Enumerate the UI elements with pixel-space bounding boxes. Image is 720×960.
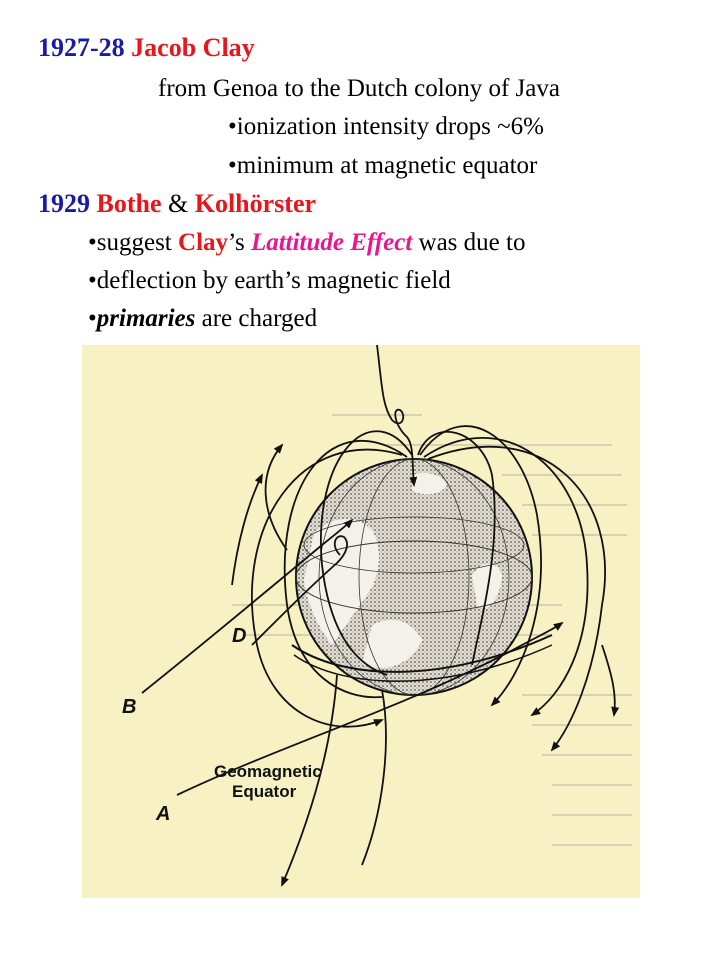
voyage-text: from Genoa to the Dutch colony of Java <box>158 75 560 102</box>
label-a: A <box>156 803 171 825</box>
earth-globe <box>296 459 532 695</box>
bullet-ionization: •ionization intensity drops ~6% <box>228 113 544 140</box>
latitude-effect: Lattitude Effect <box>250 229 413 256</box>
year-1929: 1929 <box>38 189 90 218</box>
label-b: B <box>122 696 137 718</box>
clay-apostrophe: ’s <box>228 229 251 256</box>
bullet-deflection: •deflection by earth’s magnetic field <box>88 267 451 294</box>
equator-label-line1: Geomagnetic <box>214 762 322 781</box>
primaries-post: are charged <box>195 305 318 332</box>
name-kolhorster: Kolhörster <box>194 189 317 218</box>
name-jacob-clay: Jacob Clay <box>131 33 255 62</box>
magnetic-field-figure <box>82 345 640 898</box>
equator-label-line2: Equator <box>232 782 297 801</box>
suggest-pre: •suggest <box>88 229 179 256</box>
bullet-minimum: •minimum at magnetic equator <box>228 152 538 179</box>
suggest-post: was due to <box>412 229 526 256</box>
bullet-primaries <box>88 304 317 334</box>
name-bothe: Bothe <box>96 189 162 218</box>
bullet-suggest <box>88 228 525 258</box>
heading-1927 <box>38 33 255 63</box>
heading-1929 <box>38 189 316 219</box>
clay-word: Clay <box>178 229 229 256</box>
label-d: D <box>232 625 247 647</box>
primaries-bullet: • <box>88 305 97 332</box>
year-1927: 1927-28 <box>38 33 125 62</box>
primaries-word: primaries <box>96 305 196 332</box>
ampersand: & <box>168 189 189 218</box>
